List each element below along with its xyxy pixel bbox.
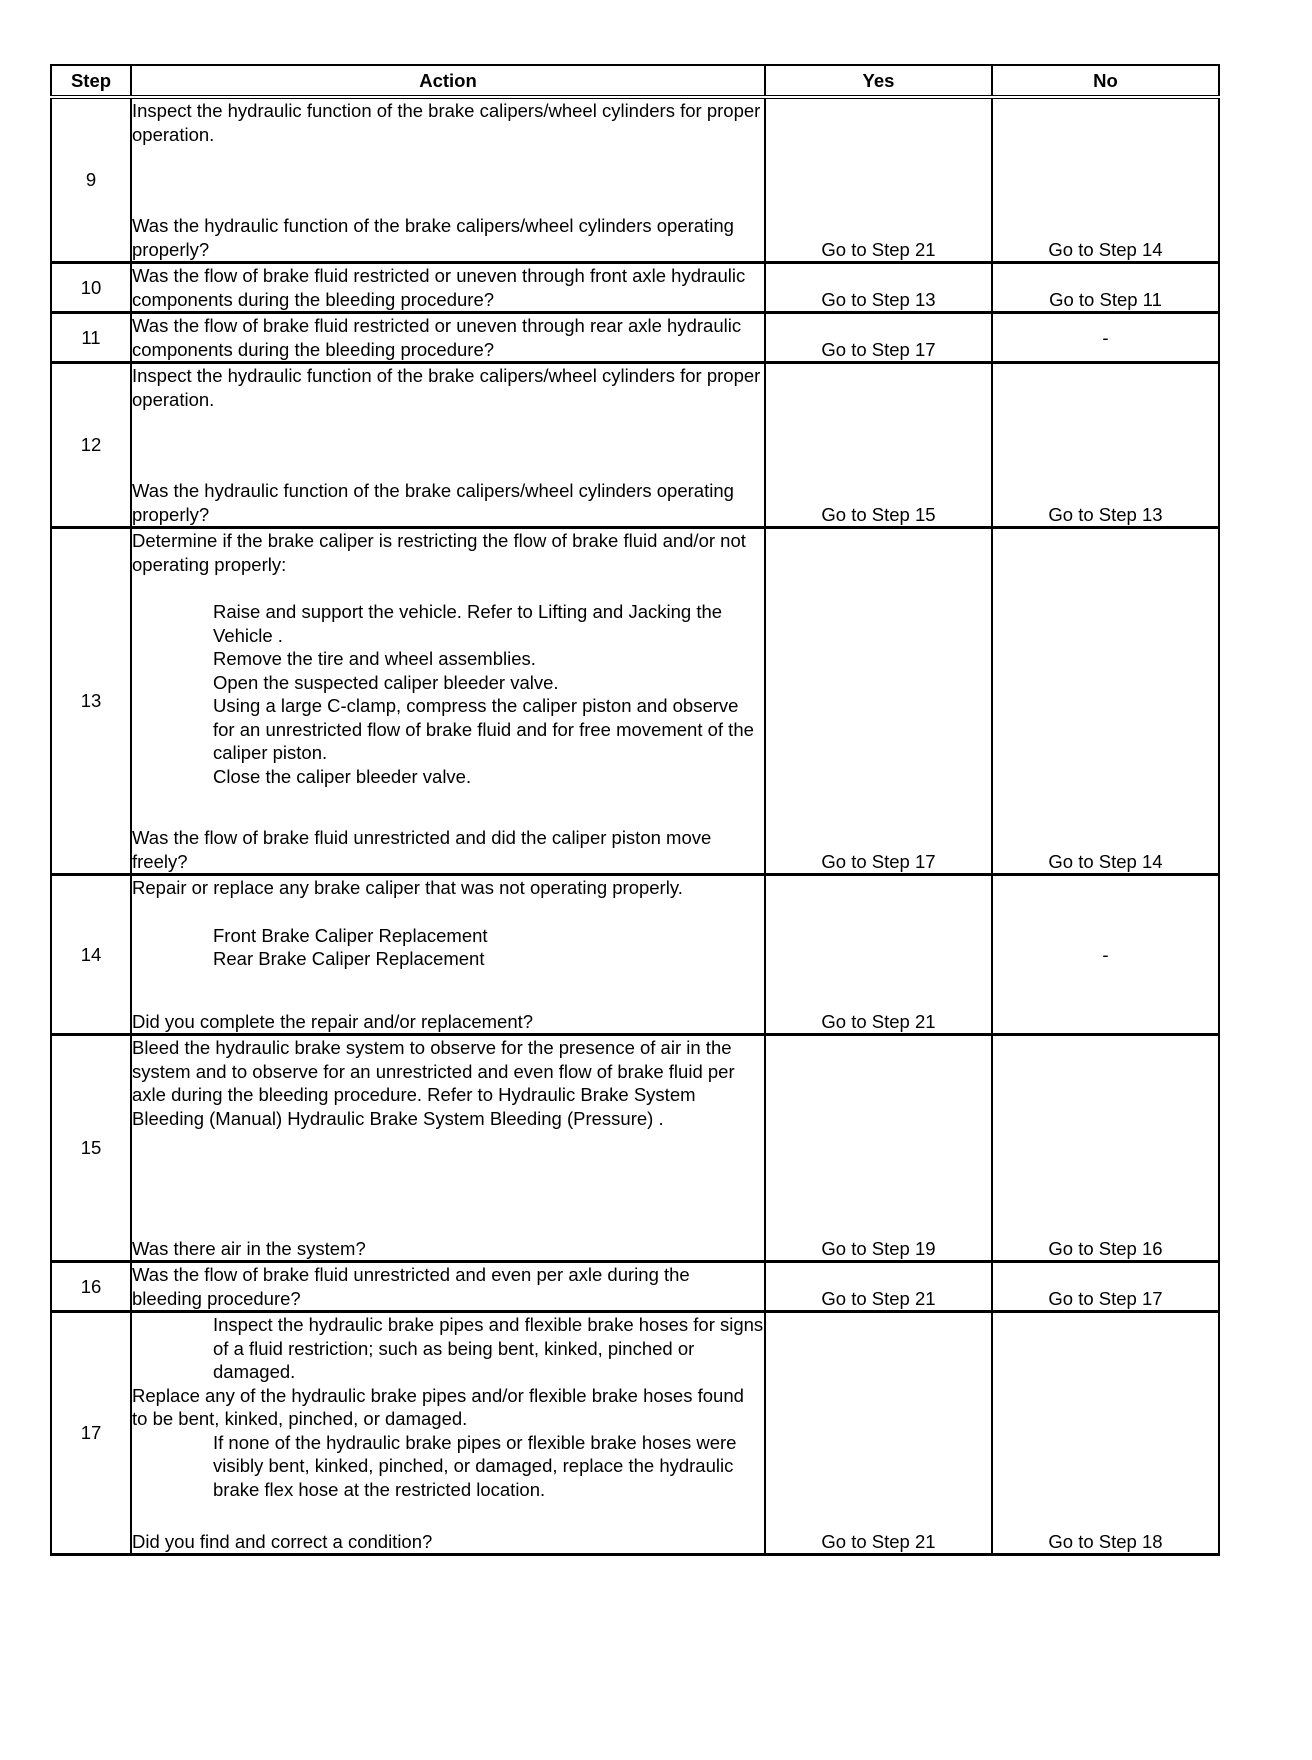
action-intro: Determine if the brake caliper is restricting the flow of brake fluid and/or not operating properly: — [132, 530, 746, 575]
header-no: No — [992, 65, 1219, 97]
no-result: - — [992, 313, 1219, 363]
table-row — [51, 263, 1219, 313]
table-row — [51, 1262, 1219, 1312]
yes-result: Go to Step 21 — [765, 1262, 992, 1312]
action-cell — [131, 1035, 765, 1262]
action-intro: Repair or replace any brake caliper that was not operating properly. — [132, 877, 683, 898]
table-row — [51, 875, 1219, 1035]
substep: Inspect the hydraulic brake pipes and flexible brake hoses for signs of a fluid restriction; such as being bent, kinked, pinched or damaged. — [213, 1314, 764, 1382]
yes-result: Go to Step 21 — [765, 875, 992, 1035]
action-question: Did you complete the repair and/or replacement? — [132, 1010, 534, 1032]
no-result: Go to Step 14 — [992, 528, 1219, 875]
diagnostic-table — [50, 64, 1220, 1556]
action-cell — [131, 875, 765, 1035]
substep: Close the caliper bleeder valve. — [213, 765, 472, 787]
step-number: 9 — [51, 97, 131, 263]
action-cell — [131, 263, 765, 313]
action-intro: Inspect the hydraulic function of the brake calipers/wheel cylinders for proper operation. — [132, 100, 761, 145]
step-number: 14 — [51, 875, 131, 1035]
action-question: Was the hydraulic function of the brake calipers/wheel cylinders operating properly? — [132, 215, 734, 260]
action-intro: Inspect the hydraulic function of the brake calipers/wheel cylinders for proper operation. — [132, 365, 761, 410]
substep-list — [132, 600, 764, 788]
yes-result: Go to Step 15 — [765, 363, 992, 528]
action-question: Was there air in the system? — [132, 1237, 366, 1259]
substep-list — [132, 924, 764, 971]
no-result: Go to Step 17 — [992, 1262, 1219, 1312]
substep: Remove the tire and wheel assemblies. — [213, 648, 536, 669]
action-question: Was the flow of brake fluid restricted or uneven through front axle hydraulic components during the bleeding procedure? — [132, 265, 746, 310]
yes-result: Go to Step 13 — [765, 263, 992, 313]
header-yes: Yes — [765, 65, 992, 97]
step-number: 15 — [51, 1035, 131, 1262]
action-question: Was the flow of brake fluid unrestricted and even per axle during the bleeding procedure? — [132, 1264, 690, 1309]
header-row — [51, 65, 1219, 97]
table-row — [51, 313, 1219, 363]
action-question: Was the flow of brake fluid restricted or uneven through rear axle hydraulic components during the bleeding procedure? — [132, 315, 742, 360]
yes-result: Go to Step 21 — [765, 1312, 992, 1555]
header-step: Step — [51, 65, 131, 97]
table-row — [51, 1312, 1219, 1555]
step-number: 10 — [51, 263, 131, 313]
table-row — [51, 1035, 1219, 1262]
yes-result: Go to Step 17 — [765, 313, 992, 363]
step-number: 16 — [51, 1262, 131, 1312]
no-result: Go to Step 16 — [992, 1035, 1219, 1262]
no-result: Go to Step 11 — [992, 263, 1219, 313]
no-result: Go to Step 18 — [992, 1312, 1219, 1555]
table-row — [51, 363, 1219, 528]
no-result: - — [992, 875, 1219, 1035]
action-intro: Bleed the hydraulic brake system to observe for the presence of air in the system and to observe for an unrestricted and even flow of brake fluid per axle during the bleeding procedure. Refer to Hydraulic Brake System Bleeding (Manual) Hydraulic Brake System Bleeding (Pressure) . — [132, 1037, 735, 1129]
table-row — [51, 97, 1219, 263]
action-cell — [131, 1312, 765, 1555]
yes-result: Go to Step 17 — [765, 528, 992, 875]
action-question: Was the hydraulic function of the brake calipers/wheel cylinders operating properly? — [132, 480, 734, 525]
yes-result: Go to Step 19 — [765, 1035, 992, 1262]
action-cell — [131, 1262, 765, 1312]
substep: Using a large C-clamp, compress the caliper piston and observe for an unrestricted flow of brake fluid and for free movement of the caliper piston. — [213, 695, 754, 763]
yes-result: Go to Step 21 — [765, 97, 992, 263]
table-row — [51, 528, 1219, 875]
substep: Rear Brake Caliper Replacement — [213, 948, 485, 969]
action-question: Did you find and correct a condition? — [132, 1530, 433, 1552]
header-action: Action — [131, 65, 765, 97]
action-cell — [131, 313, 765, 363]
substep: Open the suspected caliper bleeder valve. — [213, 671, 559, 693]
substep: If none of the hydraulic brake pipes or flexible brake hoses were visibly bent, kinked, pinched, or damaged, replace the hydraulic brake flex hose at the restricted location. — [213, 1431, 737, 1500]
action-cell — [131, 97, 765, 263]
substep: Raise and support the vehicle. Refer to Lifting and Jacking the Vehicle . — [213, 601, 723, 646]
step-number: 12 — [51, 363, 131, 528]
step-number: 13 — [51, 528, 131, 875]
action-cell — [131, 528, 765, 875]
no-result: Go to Step 13 — [992, 363, 1219, 528]
substep: Front Brake Caliper Replacement — [213, 924, 488, 946]
action-text: Replace any of the hydraulic brake pipes and/or flexible brake hoses found to be bent, kinked, pinched, or damaged. — [132, 1384, 744, 1429]
step-number: 17 — [51, 1312, 131, 1555]
action-cell — [131, 363, 765, 528]
action-question: Was the flow of brake fluid unrestricted and did the caliper piston move freely? — [132, 827, 712, 872]
step-number: 11 — [51, 313, 131, 363]
no-result: Go to Step 14 — [992, 97, 1219, 263]
